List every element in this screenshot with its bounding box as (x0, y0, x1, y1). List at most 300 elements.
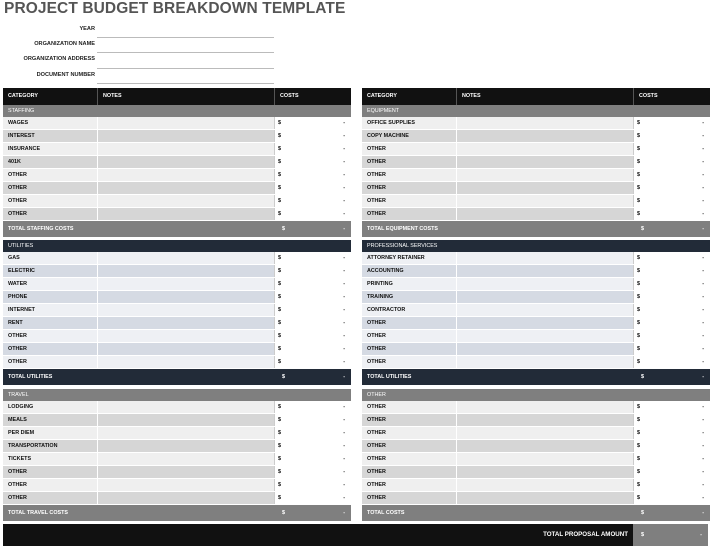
total-notes (456, 505, 633, 521)
cost-cell[interactable] (633, 265, 710, 277)
currency-symbol: $ (278, 346, 281, 352)
currency-symbol: $ (278, 294, 281, 300)
grand-total-value (633, 524, 708, 546)
currency-symbol: $ (278, 469, 281, 475)
table-row (362, 401, 710, 414)
cost-cell[interactable] (274, 440, 351, 452)
cost-value: - (702, 133, 704, 139)
cost-cell[interactable] (274, 414, 351, 426)
category-cell: TRANSPORTATION (3, 440, 97, 452)
cost-cell[interactable] (274, 156, 351, 168)
notes-cell[interactable] (456, 330, 633, 342)
costs-header: COSTS (274, 88, 351, 105)
total-label: TOTAL TRAVEL COSTS (8, 510, 68, 516)
category-cell: OTHER (362, 156, 456, 168)
cost-cell[interactable] (274, 356, 351, 368)
notes-cell[interactable] (456, 414, 633, 426)
notes-cell[interactable] (456, 343, 633, 355)
notes-cell[interactable] (97, 182, 274, 194)
notes-cell[interactable] (97, 265, 274, 277)
currency-symbol: $ (278, 268, 281, 274)
currency-symbol: $ (278, 417, 281, 423)
currency-symbol: $ (278, 255, 281, 261)
category-cell: WAGES (3, 117, 97, 129)
cost-cell[interactable] (633, 466, 710, 478)
notes-cell[interactable] (97, 143, 274, 155)
cost-value: - (702, 333, 704, 339)
currency-symbol: $ (278, 495, 281, 501)
category-cell: OTHER (362, 343, 456, 355)
meta-row-year (0, 23, 280, 38)
notes-cell[interactable] (456, 208, 633, 220)
cost-cell[interactable] (633, 427, 710, 439)
cost-cell[interactable] (274, 343, 351, 355)
cost-value: - (702, 211, 704, 217)
notes-cell[interactable] (97, 169, 274, 181)
total-notes (97, 369, 274, 385)
category-cell: COPY MACHINE (362, 130, 456, 142)
cost-value: - (343, 307, 345, 313)
cost-cell[interactable] (274, 143, 351, 155)
table-row (362, 479, 710, 492)
cost-cell[interactable] (633, 479, 710, 491)
total-row (362, 505, 710, 521)
cost-cell[interactable] (633, 343, 710, 355)
notes-cell[interactable] (456, 130, 633, 142)
cost-cell[interactable] (633, 401, 710, 413)
notes-cell[interactable] (97, 356, 274, 368)
total-value: - (343, 510, 345, 516)
cost-value: - (343, 294, 345, 300)
currency-symbol: $ (637, 495, 640, 501)
category-cell: OTHER (3, 492, 97, 504)
notes-cell[interactable] (456, 401, 633, 413)
section-title: TRAVEL (8, 392, 29, 398)
document-number-field[interactable] (97, 69, 274, 84)
total-cost-cell (274, 369, 351, 385)
currency-symbol: $ (641, 226, 644, 232)
notes-header: NOTES (97, 88, 274, 105)
table-row (362, 265, 710, 278)
cost-value: - (343, 146, 345, 152)
notes-cell[interactable] (97, 343, 274, 355)
notes-cell[interactable] (456, 466, 633, 478)
currency-symbol: $ (637, 417, 640, 423)
meta-row-document-number (0, 69, 280, 84)
cost-value: - (702, 482, 704, 488)
currency-symbol: $ (641, 532, 645, 538)
table-row (362, 317, 710, 330)
notes-cell[interactable] (97, 278, 274, 290)
equipment-table (362, 105, 710, 237)
total-notes (97, 505, 274, 521)
table-row (362, 117, 710, 130)
category-cell: OTHER (3, 330, 97, 342)
notes-cell[interactable] (456, 143, 633, 155)
currency-symbol: $ (637, 172, 640, 178)
notes-cell[interactable] (97, 330, 274, 342)
cost-cell[interactable] (274, 401, 351, 413)
currency-symbol: $ (282, 226, 285, 232)
category-cell: OTHER (362, 492, 456, 504)
cost-cell[interactable] (633, 330, 710, 342)
professional-services-table (362, 240, 710, 385)
total-label: TOTAL EQUIPMENT COSTS (367, 226, 438, 232)
table-row (362, 453, 710, 466)
cost-cell[interactable] (274, 291, 351, 303)
cost-value: - (343, 456, 345, 462)
table-row (3, 479, 351, 492)
cost-value: - (343, 482, 345, 488)
currency-symbol: $ (637, 255, 640, 261)
meta-label: DOCUMENT NUMBER (36, 71, 95, 78)
cost-value: - (343, 346, 345, 352)
category-cell: OTHER (362, 427, 456, 439)
notes-cell[interactable] (97, 453, 274, 465)
table-row (362, 414, 710, 427)
column-header-row (362, 88, 710, 105)
total-value: - (702, 510, 704, 516)
notes-cell[interactable] (456, 169, 633, 181)
currency-symbol: $ (637, 359, 640, 365)
category-header: CATEGORY (8, 93, 38, 99)
currency-symbol: $ (637, 146, 640, 152)
notes-header: NOTES (456, 88, 633, 105)
cost-cell[interactable] (633, 182, 710, 194)
table-row (3, 265, 351, 278)
currency-symbol: $ (637, 281, 640, 287)
staffing-table (3, 105, 351, 237)
total-cost-cell (633, 505, 710, 521)
cost-value: - (702, 359, 704, 365)
notes-cell[interactable] (97, 492, 274, 504)
notes-cell[interactable] (456, 278, 633, 290)
notes-cell[interactable] (97, 252, 274, 264)
total-notes (456, 369, 633, 385)
table-row (3, 453, 351, 466)
category-cell: INTERNET (3, 304, 97, 316)
category-header: CATEGORY (367, 93, 397, 99)
category-cell: PER DIEM (3, 427, 97, 439)
table-row (3, 330, 351, 343)
cost-value: - (343, 430, 345, 436)
cost-value: - (343, 320, 345, 326)
table-row (362, 143, 710, 156)
cost-cell[interactable] (274, 208, 351, 220)
section-header (3, 389, 351, 401)
notes-cell[interactable] (456, 427, 633, 439)
currency-symbol: $ (278, 146, 281, 152)
notes-cell[interactable] (456, 317, 633, 329)
notes-cell[interactable] (456, 195, 633, 207)
cost-cell[interactable] (633, 453, 710, 465)
page-title: PROJECT BUDGET BREAKDOWN TEMPLATE (4, 0, 346, 17)
cost-cell[interactable] (274, 182, 351, 194)
table-row (362, 252, 710, 265)
category-cell: OTHER (3, 208, 97, 220)
category-cell: OTHER (3, 182, 97, 194)
currency-symbol: $ (637, 482, 640, 488)
cost-cell[interactable] (274, 492, 351, 504)
total-value: - (702, 374, 704, 380)
notes-cell[interactable] (456, 479, 633, 491)
notes-cell[interactable] (456, 265, 633, 277)
table-row (362, 182, 710, 195)
grand-total-row (3, 524, 708, 546)
section-header (362, 240, 710, 252)
table-row (362, 330, 710, 343)
category-cell: OTHER (362, 401, 456, 413)
table-row (362, 492, 710, 505)
table-row (3, 304, 351, 317)
category-cell: PHONE (3, 291, 97, 303)
table-row (362, 466, 710, 479)
cost-cell[interactable] (274, 195, 351, 207)
other-table (362, 389, 710, 521)
table-row (3, 291, 351, 304)
section-title: PROFESSIONAL SERVICES (367, 243, 438, 249)
year-field[interactable] (97, 23, 274, 38)
section-title: STAFFING (8, 108, 35, 114)
notes-cell[interactable] (97, 117, 274, 129)
cost-value: - (702, 281, 704, 287)
cost-cell[interactable] (274, 466, 351, 478)
notes-cell[interactable] (97, 479, 274, 491)
notes-cell[interactable] (456, 117, 633, 129)
total-row (362, 221, 710, 237)
cost-value: - (343, 133, 345, 139)
table-row (362, 343, 710, 356)
cost-value: - (702, 294, 704, 300)
cost-cell[interactable] (274, 117, 351, 129)
category-cell: OTHER (362, 317, 456, 329)
table-row (3, 156, 351, 169)
cost-cell[interactable] (633, 143, 710, 155)
notes-cell[interactable] (97, 427, 274, 439)
grand-total-label: TOTAL PROPOSAL AMOUNT (543, 531, 628, 538)
cost-cell[interactable] (274, 252, 351, 264)
notes-cell[interactable] (97, 195, 274, 207)
table-row (3, 182, 351, 195)
table-row (362, 427, 710, 440)
cost-cell[interactable] (633, 317, 710, 329)
cost-cell[interactable] (633, 356, 710, 368)
notes-cell[interactable] (456, 182, 633, 194)
currency-symbol: $ (637, 346, 640, 352)
cost-value: - (702, 417, 704, 423)
table-row (3, 343, 351, 356)
table-row (362, 195, 710, 208)
category-cell: OTHER (362, 356, 456, 368)
notes-cell[interactable] (456, 252, 633, 264)
table-row (3, 401, 351, 414)
meta-label: ORGANIZATION NAME (34, 41, 95, 48)
cost-cell[interactable] (633, 117, 710, 129)
notes-cell[interactable] (97, 208, 274, 220)
notes-cell[interactable] (97, 156, 274, 168)
currency-symbol: $ (637, 443, 640, 449)
table-row (362, 440, 710, 453)
cost-cell[interactable] (633, 208, 710, 220)
category-cell: OTHER (362, 182, 456, 194)
total-value: - (343, 374, 345, 380)
cost-cell[interactable] (633, 278, 710, 290)
total-row (3, 369, 351, 385)
cost-cell[interactable] (633, 440, 710, 452)
notes-cell[interactable] (456, 291, 633, 303)
cost-value: - (343, 417, 345, 423)
currency-symbol: $ (637, 320, 640, 326)
table-row (3, 466, 351, 479)
cost-cell[interactable] (633, 156, 710, 168)
costs-header: COSTS (633, 88, 710, 105)
cost-value: - (702, 120, 704, 126)
notes-cell[interactable] (97, 130, 274, 142)
travel-table (3, 389, 351, 521)
meta-label: YEAR (79, 26, 95, 32)
currency-symbol: $ (278, 404, 281, 410)
category-cell: OTHER (3, 356, 97, 368)
cost-cell[interactable] (274, 304, 351, 316)
table-row (3, 169, 351, 182)
category-cell: OTHER (362, 143, 456, 155)
utilities-table (3, 240, 351, 385)
notes-cell[interactable] (97, 414, 274, 426)
cost-cell[interactable] (274, 427, 351, 439)
category-cell: GAS (3, 252, 97, 264)
table-row (362, 169, 710, 182)
notes-cell[interactable] (456, 304, 633, 316)
table-row (3, 492, 351, 505)
cost-cell[interactable] (633, 130, 710, 142)
cost-value: - (702, 198, 704, 204)
currency-symbol: $ (278, 443, 281, 449)
section-title: EQUIPMENT (367, 108, 400, 114)
currency-symbol: $ (278, 281, 281, 287)
notes-cell[interactable] (456, 156, 633, 168)
category-cell: OTHER (362, 208, 456, 220)
currency-symbol: $ (278, 198, 281, 204)
total-row (3, 505, 351, 521)
category-cell: OTHER (3, 466, 97, 478)
cost-value: - (702, 320, 704, 326)
table-row (3, 117, 351, 130)
currency-symbol: $ (278, 133, 281, 139)
section-header (362, 389, 710, 401)
category-cell: LODGING (3, 401, 97, 413)
currency-symbol: $ (637, 133, 640, 139)
currency-symbol: $ (637, 307, 640, 313)
cost-cell[interactable] (274, 130, 351, 142)
currency-symbol: $ (278, 482, 281, 488)
cost-cell[interactable] (274, 169, 351, 181)
currency-symbol: $ (278, 211, 281, 217)
category-cell: OFFICE SUPPLIES (362, 117, 456, 129)
cost-value: - (702, 443, 704, 449)
right-header (362, 88, 710, 105)
notes-cell[interactable] (456, 492, 633, 504)
category-cell: WATER (3, 278, 97, 290)
cost-cell[interactable] (274, 330, 351, 342)
total-row (362, 369, 710, 385)
cost-cell[interactable] (274, 453, 351, 465)
cost-cell[interactable] (633, 291, 710, 303)
category-cell: OTHER (362, 453, 456, 465)
category-cell: INTEREST (3, 130, 97, 142)
category-cell: OTHER (362, 440, 456, 452)
category-cell: ELECTRIC (3, 265, 97, 277)
notes-cell[interactable] (456, 453, 633, 465)
table-row (3, 356, 351, 369)
cost-value: - (343, 211, 345, 217)
category-cell: OTHER (3, 169, 97, 181)
cost-cell[interactable] (274, 317, 351, 329)
currency-symbol: $ (637, 211, 640, 217)
cost-cell[interactable] (633, 169, 710, 181)
currency-symbol: $ (637, 268, 640, 274)
organization-name-field[interactable] (97, 38, 274, 53)
cost-cell[interactable] (633, 195, 710, 207)
cost-cell[interactable] (274, 278, 351, 290)
table-row (362, 278, 710, 291)
section-header (3, 105, 351, 117)
cost-value: - (343, 469, 345, 475)
total-cost-cell (633, 369, 710, 385)
table-row (3, 195, 351, 208)
category-cell: TICKETS (3, 453, 97, 465)
currency-symbol: $ (637, 185, 640, 191)
total-label: TOTAL UTILITIES (8, 374, 53, 380)
notes-cell[interactable] (97, 291, 274, 303)
currency-symbol: $ (637, 159, 640, 165)
notes-cell[interactable] (97, 440, 274, 452)
currency-symbol: $ (282, 510, 285, 516)
organization-address-field[interactable] (97, 54, 274, 69)
left-header (3, 88, 351, 105)
cost-cell[interactable] (633, 492, 710, 504)
notes-cell[interactable] (97, 317, 274, 329)
table-row (362, 291, 710, 304)
cost-cell[interactable] (274, 265, 351, 277)
table-row (362, 208, 710, 221)
notes-cell[interactable] (97, 304, 274, 316)
category-cell: OTHER (3, 479, 97, 491)
table-row (3, 317, 351, 330)
table-row (3, 130, 351, 143)
meta-row-organization-name (0, 38, 280, 53)
cost-cell[interactable] (633, 304, 710, 316)
cost-cell[interactable] (633, 414, 710, 426)
grand-total-amount: - (700, 532, 702, 538)
total-row (3, 221, 351, 237)
notes-cell[interactable] (456, 356, 633, 368)
total-label: TOTAL UTILITIES (367, 374, 412, 380)
total-notes (97, 221, 274, 237)
notes-cell[interactable] (97, 466, 274, 478)
cost-value: - (343, 281, 345, 287)
cost-cell[interactable] (633, 252, 710, 264)
cost-cell[interactable] (274, 479, 351, 491)
category-cell: OTHER (362, 479, 456, 491)
notes-cell[interactable] (97, 401, 274, 413)
category-cell: OTHER (3, 343, 97, 355)
document-info (0, 23, 280, 84)
currency-symbol: $ (278, 359, 281, 365)
notes-cell[interactable] (456, 440, 633, 452)
cost-value: - (702, 307, 704, 313)
currency-symbol: $ (637, 198, 640, 204)
total-value: - (343, 226, 345, 232)
